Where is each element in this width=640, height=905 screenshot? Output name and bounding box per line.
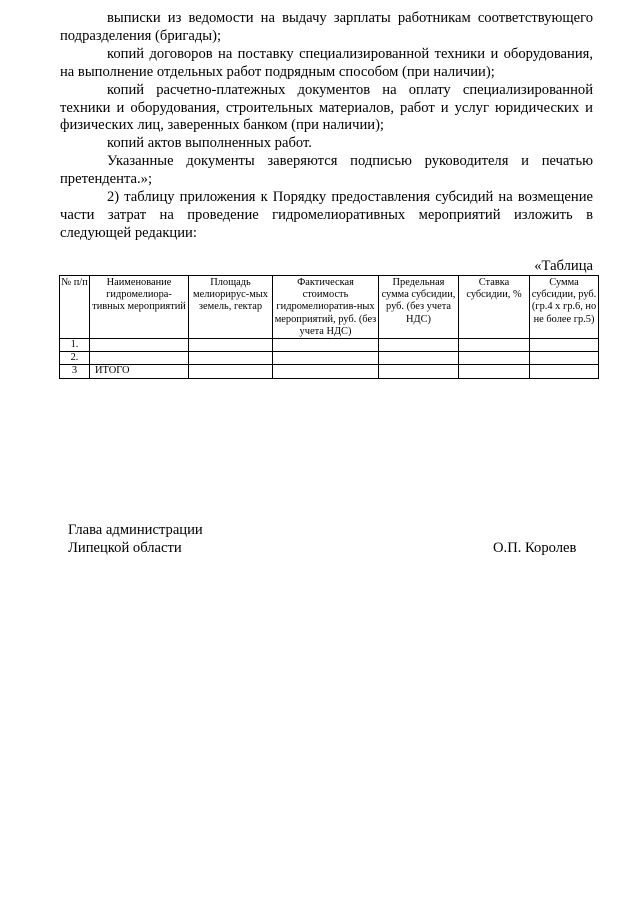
table-row (60, 339, 599, 352)
table-row-total (60, 365, 599, 378)
paragraph-punkt-2: 2) таблицу приложения к Порядку предоставления субсидий на возмещение части затрат на проведение гидромелиоративных мероприятий изложить в следующей редакции: (60, 189, 593, 241)
header-rate: Ставка субсидии, % (459, 276, 530, 339)
table-cell (273, 365, 379, 378)
paragraph-platezhnye: копий расчетно-платежных документов на оплату специализированной техники и оборудования, строительных материалов, работ и услуг юридических и физических лиц, заверенных банком (при наличии); (60, 81, 593, 134)
table-cell (530, 339, 599, 352)
header-subsidy-sum: Сумма субсидии, руб. (гр.4 х гр.6, но не более гр.5) (530, 276, 599, 339)
table-cell (459, 339, 530, 352)
table-cell (273, 352, 379, 365)
table-cell (379, 339, 459, 352)
table-cell (459, 365, 530, 378)
table-cell (90, 339, 189, 352)
header-max-subsidy: Предельная сумма субсидии, руб. (без учета НДС) (379, 276, 459, 339)
header-measures: Наименование гидромелиора-тивных мероприятий (90, 276, 189, 339)
table-cell: 3 (60, 365, 90, 378)
header-number: № п/п (60, 276, 90, 339)
signature-position-line1: Глава администрации (68, 522, 203, 538)
paragraph-vedomost: выписки из ведомости на выдачу зарплаты работникам соответствующего подразделения (бригады); (60, 10, 593, 44)
subsidy-table (59, 275, 599, 379)
header-area: Площадь мелиорирус-мых земель, гектар (189, 276, 273, 339)
table-cell: 2. (60, 352, 90, 365)
table-header-row (60, 276, 599, 339)
header-actual-cost: Фактическая стоимость гидромелиоратив-ных мероприятий, руб. (без учета НДС) (273, 276, 379, 339)
table-cell (189, 352, 273, 365)
table-cell (189, 339, 273, 352)
table-cell (459, 352, 530, 365)
table-cell (90, 352, 189, 365)
signature-position (68, 522, 203, 558)
paragraph-akty: копий актов выполненных работ. (107, 135, 312, 152)
table-row (60, 352, 599, 365)
table-cell (530, 352, 599, 365)
signature-name: О.П. Королев (493, 540, 577, 556)
table-cell (379, 365, 459, 378)
table-cell (273, 339, 379, 352)
table-caption: «Таблица (534, 258, 593, 274)
signature-position-line2: Липецкой области (68, 539, 182, 556)
paragraph-zaverenie: Указанные документы заверяются подписью руководителя и печатью претендента.»; (60, 153, 593, 188)
table-cell-total-label: ИТОГО (90, 365, 189, 378)
table-cell (189, 365, 273, 378)
table-cell (379, 352, 459, 365)
paragraph-dogovory: копий договоров на поставку специализированной техники и оборудования, на выполнение отдельных работ подрядным способом (при наличии); (60, 45, 593, 80)
table-cell: 1. (60, 339, 90, 352)
table-cell (530, 365, 599, 378)
body-text (60, 10, 593, 243)
